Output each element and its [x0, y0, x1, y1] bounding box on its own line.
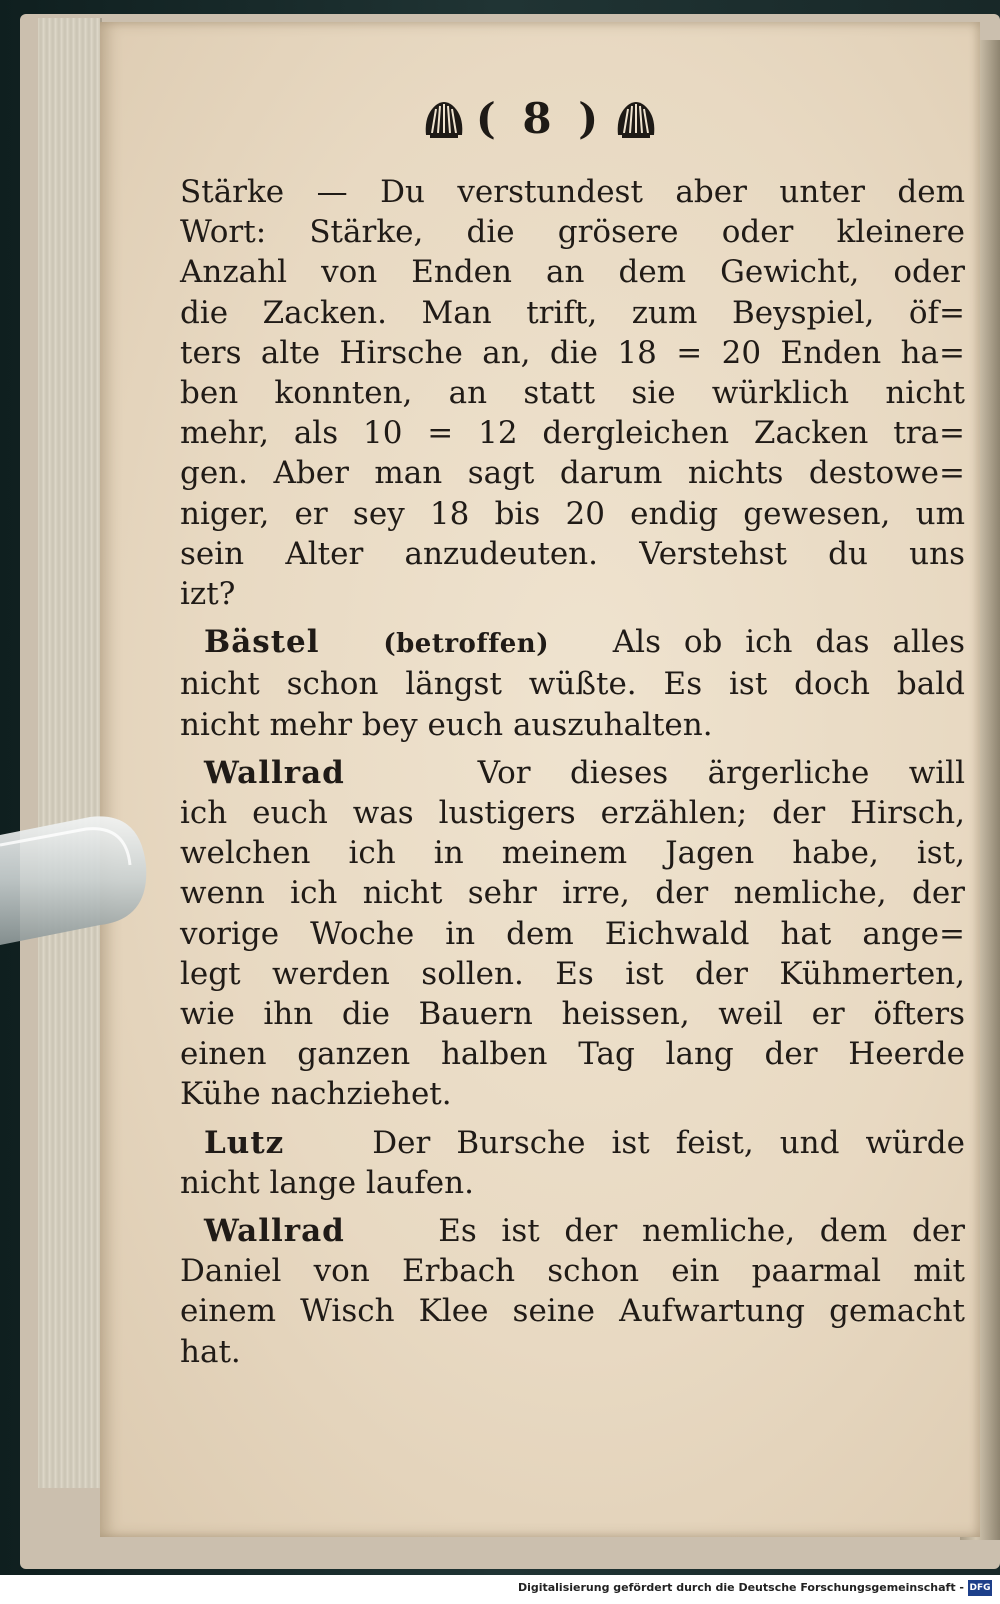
text-line: wenn ich nicht sehr irre, der nemliche, der [180, 875, 965, 912]
text-line: sein Alter anzudeuten. Verstehst du uns [180, 535, 965, 572]
text-line: wie ihn die Bauern heissen, weil er öfters [180, 996, 965, 1033]
text-line: niger, er sey 18 bis 20 endig gewesen, um [180, 495, 965, 532]
paragraph [180, 172, 965, 614]
dialogue-paragraph [180, 622, 965, 745]
page-number: ( 8 ) [475, 94, 605, 143]
stage-direction: (betroffen) [383, 629, 550, 660]
text-line: nicht lange laufen. [180, 1164, 474, 1201]
text-line: nicht schon längst wüßte. Es ist doch bald [180, 666, 965, 703]
text-line: einem Wisch Klee seine Aufwartung gemacht [180, 1293, 965, 1330]
dialogue-text: Vor dieses ärgerliche will [477, 754, 966, 791]
text-line: ben konnten, an statt sie würklich nicht [180, 375, 965, 412]
text-line: nicht mehr bey euch auszuhalten. [180, 706, 713, 743]
text-line: ters alte Hirsche an, die 18 = 20 Enden ha= [180, 334, 965, 371]
text-line: Anzahl von Enden an dem Gewicht, oder [180, 254, 965, 291]
text-line: welchen ich in meinem Jagen habe, ist, [180, 835, 965, 872]
footer-credit: Digitalisierung gefördert durch die Deutsche Forschungsgemeinschaft - [517, 1581, 964, 1594]
dialogue-paragraph [180, 753, 965, 1115]
page-text [180, 172, 965, 1372]
shell-ornament-icon [614, 97, 658, 141]
page-stack-edge [38, 18, 102, 1488]
text-line: vorige Woche in dem Eichwald hat ange= [180, 915, 965, 952]
text-line: Stärke — Du verstundest aber unter dem [180, 174, 965, 210]
speaker-name: Lutz [204, 1124, 285, 1161]
text-line: ich euch was lustigers erzählen; der Hirsch, [180, 795, 965, 832]
speaker-name: Wallrad [204, 754, 345, 791]
text-line: mehr, als 10 = 12 dergleichen Zacken tra= [180, 415, 965, 452]
footer-bar [0, 1575, 1000, 1604]
dfg-logo: DFG [968, 1580, 992, 1596]
dialogue-text: Es ist der nemliche, dem der [438, 1213, 965, 1250]
text-line: Wort: Stärke, die grösere oder kleinere [180, 214, 965, 251]
speaker-name: Bästel [204, 624, 320, 661]
text-line: Daniel von Erbach schon ein paarmal mit [180, 1253, 965, 1290]
text-line: einen ganzen halben Tag lang der Heerde [180, 1036, 965, 1073]
text-line [180, 1211, 965, 1251]
glass-weight-overlay [0, 815, 148, 947]
text-line [180, 753, 965, 793]
dialogue-paragraph [180, 1211, 965, 1372]
text-line: gen. Aber man sagt darum nichts destowe= [180, 455, 965, 492]
speaker-name: Wallrad [204, 1213, 345, 1250]
text-line: Kühe nachziehet. [180, 1076, 452, 1113]
dialogue-text: Als ob ich das alles [612, 624, 965, 661]
text-line: die Zacken. Man trift, zum Beyspiel, öf= [180, 294, 965, 331]
text-line [180, 622, 965, 664]
text-line: hat. [180, 1333, 241, 1370]
text-line: legt werden sollen. Es ist der Kühmerten, [180, 955, 965, 992]
dialogue-paragraph [180, 1123, 965, 1203]
text-line: izt? [180, 576, 236, 613]
text-line [180, 1123, 965, 1163]
book-page [100, 22, 980, 1537]
shell-ornament-icon [422, 97, 466, 141]
dialogue-text: Der Bursche ist feist, und würde [372, 1124, 965, 1161]
page-header [100, 94, 980, 143]
